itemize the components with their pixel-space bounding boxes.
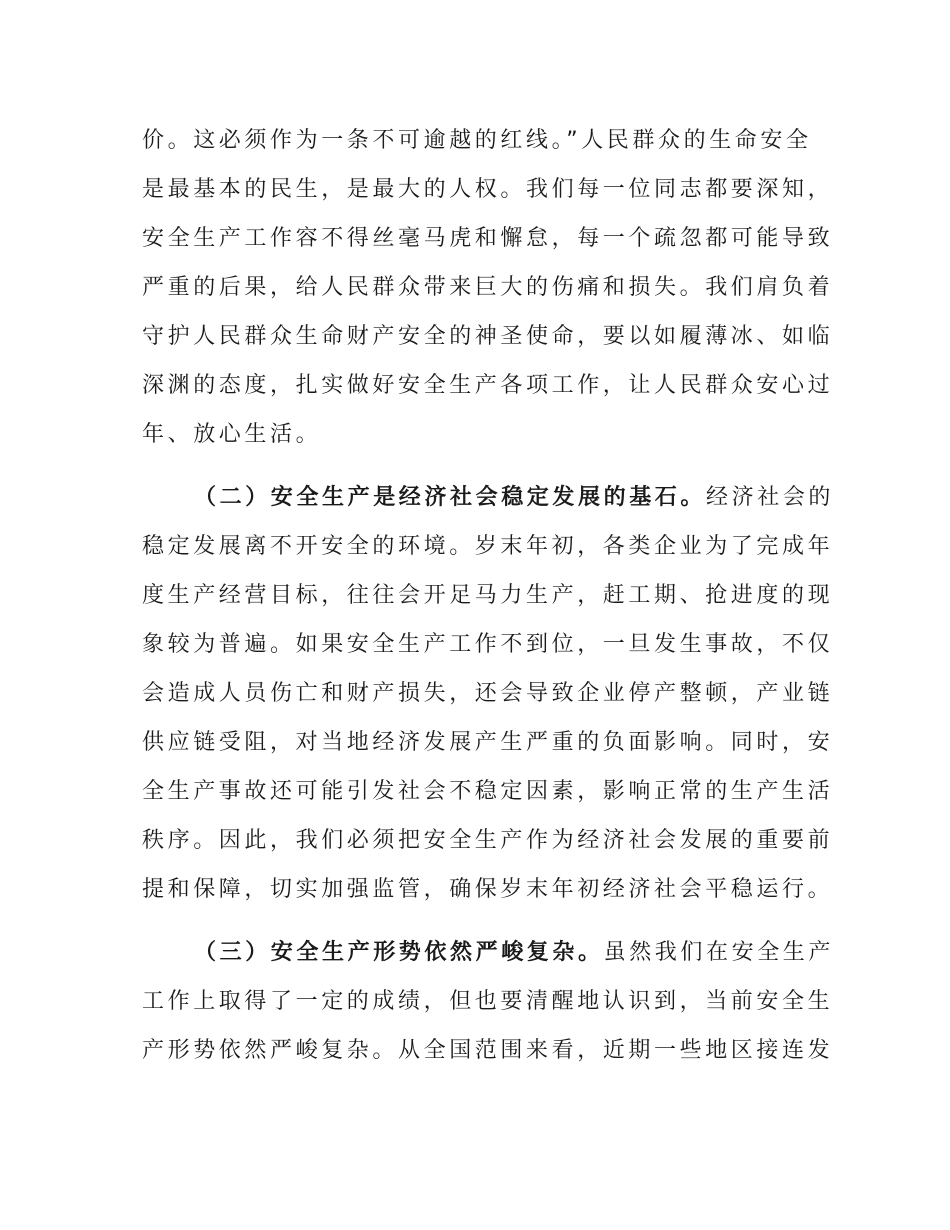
text-line: 供应链受阻，对当地经济发展产生严重的负面影响。同时，安 bbox=[142, 730, 834, 755]
text-line: 象较为普遍。如果安全生产工作不到位，一旦发生事故，不仅 bbox=[142, 632, 834, 657]
heading-continuation: 虽然我们在安全生产 bbox=[603, 940, 835, 965]
text-line: 工作上取得了一定的成绩，但也要清醒地认识到，当前安全生 bbox=[142, 989, 834, 1014]
paragraph-first-line bbox=[142, 473, 835, 522]
text-line: 全生产事故还可能引发社会不稳定因素，影响正常的生产生活 bbox=[142, 779, 834, 804]
text-line: 是最基本的民生，是最大的人权。我们每一位同志都要深知， bbox=[142, 177, 834, 202]
section-heading: （三）安全生产形势依然严峻复杂。 bbox=[194, 940, 604, 965]
document-page bbox=[142, 116, 835, 1075]
paragraph-1 bbox=[142, 116, 834, 459]
text-line: 会造成人员伤亡和财产损失，还会导致企业停产整顿，产业链 bbox=[142, 681, 834, 706]
text-line: 年、放心生活。 bbox=[142, 422, 322, 447]
text-line: 守护人民群众生命财产安全的神圣使命，要以如履薄冰、如临 bbox=[142, 324, 834, 349]
paragraph-3 bbox=[142, 928, 835, 1075]
section-heading: （二）安全生产是经济社会稳定发展的基石。 bbox=[194, 485, 707, 510]
text-line: 稳定发展离不开安全的环境。岁末年初，各类企业为了完成年 bbox=[142, 534, 834, 559]
text-line: 安全生产工作容不得丝毫马虎和懈怠，每一个疏忽都可能导致 bbox=[142, 226, 834, 251]
text-line: 价。这必须作为一条不可逾越的红线。”人民群众的生命安全 bbox=[142, 128, 812, 153]
paragraph-first-line bbox=[142, 928, 835, 977]
text-line: 秩序。因此，我们必须把安全生产作为经济社会发展的重要前 bbox=[142, 828, 834, 853]
text-line: 度生产经营目标，往往会开足马力生产，赶工期、抢进度的现 bbox=[142, 583, 834, 608]
text-line: 严重的后果，给人民群众带来巨大的伤痛和损失。我们肩负着 bbox=[142, 275, 834, 300]
text-line: 提和保障，切实加强监管，确保岁末年初经济社会平稳运行。 bbox=[142, 877, 834, 902]
heading-continuation: 经济社会的 bbox=[706, 485, 835, 510]
text-line: 深渊的态度，扎实做好安全生产各项工作，让人民群众安心过 bbox=[142, 373, 834, 398]
text-line: 产形势依然严峻复杂。从全国范围来看，近期一些地区接连发 bbox=[142, 1038, 834, 1063]
paragraph-2 bbox=[142, 473, 835, 914]
